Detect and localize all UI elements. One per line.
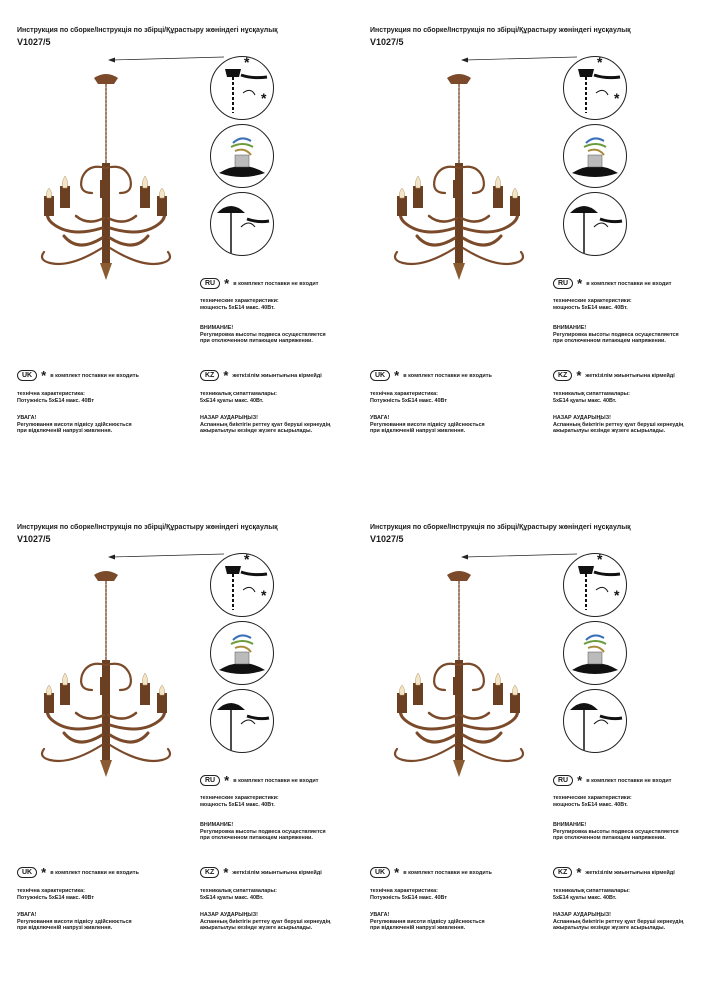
- uk-warning: [370, 415, 485, 435]
- kz-warning: [200, 912, 330, 932]
- uk-spec: [370, 391, 447, 404]
- uk-warn-line2: при відключеній напрузі живлення.: [370, 925, 466, 932]
- asterisk-icon: *: [576, 864, 582, 880]
- kz-warning: [553, 912, 683, 932]
- chandelier-image: [30, 565, 180, 795]
- ru-spec-value: мощность 5хЕ14 макс. 40Вт.: [553, 801, 628, 808]
- canopy-detail-image: [563, 192, 627, 256]
- asterisk-icon: *: [576, 367, 582, 383]
- kz-note: жеткізілім жиынтығына кірмейді: [585, 372, 675, 379]
- ru-warn-title: ВНИМАНИЕ!: [553, 325, 587, 331]
- kz-spec-value: 5хЕ14 қуаты макс. 40Вт.: [200, 894, 264, 901]
- hook-detail-image: [563, 56, 627, 120]
- svg-text:*: *: [614, 90, 620, 106]
- uk-badge: UK: [17, 370, 37, 381]
- kz-warn-line2: ажыратылуы кезінде жүзеге асырылады.: [553, 925, 666, 932]
- ru-spec-title: технические характеристики:: [553, 795, 632, 801]
- uk-warn-line2: при відключеній напрузі живлення.: [370, 428, 466, 435]
- ru-warn-line1: Регулировка высоты подвеса осуществляется: [200, 828, 326, 835]
- ru-badge: RU: [553, 775, 573, 786]
- ru-note-row: [200, 772, 319, 788]
- uk-warn-line1: Регулювання висоти підвісу здійснюється: [370, 918, 485, 925]
- ru-spec-value: мощность 5хЕ14 макс. 40Вт.: [200, 801, 275, 808]
- asterisk-icon: *: [577, 275, 583, 291]
- asterisk-icon: *: [41, 367, 47, 383]
- uk-note-row: [370, 864, 492, 880]
- kz-note-row: [200, 864, 322, 880]
- kz-warn-title: НАЗАР АУДАРЫҢЫЗ!: [200, 415, 258, 421]
- svg-text:*: *: [261, 587, 267, 603]
- ru-warn-line1: Регулировка высоты подвеса осуществляется: [553, 828, 679, 835]
- canopy-detail-image: [563, 689, 627, 753]
- kz-warn-line1: Аспанның биіктігін реттеу қуат беруші кернеудің: [553, 421, 684, 428]
- ru-spec-value: мощность 5хЕ14 макс. 40Вт.: [200, 304, 275, 311]
- instruction-panel: [353, 497, 706, 997]
- svg-text:*: *: [244, 57, 250, 70]
- kz-note: жеткізілім жиынтығына кірмейді: [232, 372, 322, 379]
- uk-spec-value: Потужність 5хЕ14 макс. 40Вт: [17, 397, 94, 404]
- ru-badge: RU: [200, 775, 220, 786]
- svg-text:*: *: [597, 554, 603, 567]
- canopy-detail-image: [210, 689, 274, 753]
- uk-warning: [17, 912, 132, 932]
- uk-warn-line2: при відключеній напрузі живлення.: [17, 428, 113, 435]
- uk-warn-title: УВАГА!: [370, 415, 390, 421]
- ru-note: в комплект поставки не входит: [233, 777, 319, 784]
- model-code: V1027/5: [17, 534, 51, 544]
- ru-spec: [200, 298, 279, 311]
- uk-note: в комплект поставки не входить: [50, 869, 139, 876]
- kz-note: жеткізілім жиынтығына кірмейді: [585, 869, 675, 876]
- kz-badge: KZ: [200, 867, 219, 878]
- uk-note-row: [17, 864, 139, 880]
- chandelier-image: [383, 565, 533, 795]
- ru-warn-line2: при отключенном питающем напряжении.: [200, 338, 313, 345]
- uk-warning: [17, 415, 132, 435]
- kz-warning: [200, 415, 330, 435]
- uk-warn-title: УВАГА!: [17, 912, 37, 918]
- kz-note-row: [553, 367, 675, 383]
- kz-spec-value: 5хЕ14 қуаты макс. 40Вт.: [200, 397, 264, 404]
- svg-text:*: *: [597, 57, 603, 70]
- sheet-title: Инструкция по сборке/Інструкція по збірці/Құрастыру жөніндегі нұсқаулық: [17, 27, 278, 34]
- uk-warn-line1: Регулювання висоти підвісу здійснюється: [370, 421, 485, 428]
- wiring-detail-image: [210, 621, 274, 685]
- asterisk-icon: *: [223, 367, 229, 383]
- wiring-detail-image: [210, 124, 274, 188]
- uk-spec: [370, 888, 447, 901]
- ru-warning: [200, 325, 326, 345]
- uk-note: в комплект поставки не входить: [50, 372, 139, 379]
- wiring-detail-image: [563, 124, 627, 188]
- kz-warn-line2: ажыратылуы кезінде жүзеге асырылады.: [553, 428, 666, 435]
- hook-detail-image: [210, 553, 274, 617]
- uk-badge: UK: [370, 867, 390, 878]
- kz-note: жеткізілім жиынтығына кірмейді: [232, 869, 322, 876]
- ru-spec: [553, 298, 632, 311]
- hook-detail-image: [563, 553, 627, 617]
- chandelier-image: [30, 68, 180, 298]
- kz-warn-title: НАЗАР АУДАРЫҢЫЗ!: [200, 912, 258, 918]
- canopy-detail-image: [210, 192, 274, 256]
- kz-warn-title: НАЗАР АУДАРЫҢЫЗ!: [553, 415, 611, 421]
- ru-note-row: [200, 275, 319, 291]
- kz-note-row: [553, 864, 675, 880]
- uk-warn-line2: при відключеній напрузі живлення.: [17, 925, 113, 932]
- svg-text:*: *: [261, 90, 267, 106]
- chandelier-image: [383, 68, 533, 298]
- sheet-title: Инструкция по сборке/Інструкція по збірці/Құрастыру жөніндегі нұсқаулық: [17, 524, 278, 531]
- uk-warn-title: УВАГА!: [370, 912, 390, 918]
- kz-warn-title: НАЗАР АУДАРЫҢЫЗ!: [553, 912, 611, 918]
- ru-note: в комплект поставки не входит: [586, 777, 672, 784]
- ru-warn-title: ВНИМАНИЕ!: [553, 822, 587, 828]
- kz-badge: KZ: [200, 370, 219, 381]
- kz-warn-line1: Аспанның биіктігін реттеу қуат беруші кернеудің: [200, 918, 331, 925]
- ru-spec: [553, 795, 632, 808]
- model-code: V1027/5: [370, 37, 404, 47]
- kz-badge: KZ: [553, 867, 572, 878]
- uk-warning: [370, 912, 485, 932]
- kz-spec: [200, 391, 277, 404]
- ru-spec: [200, 795, 279, 808]
- uk-badge: UK: [17, 867, 37, 878]
- asterisk-icon: *: [577, 772, 583, 788]
- uk-note: в комплект поставки не входить: [403, 372, 492, 379]
- kz-spec-title: техникалық сипаттамалары:: [200, 888, 277, 894]
- model-code: V1027/5: [17, 37, 51, 47]
- hook-detail-image: [210, 56, 274, 120]
- kz-spec-value: 5хЕ14 қуаты макс. 40Вт.: [553, 894, 617, 901]
- kz-spec: [553, 391, 630, 404]
- uk-spec-value: Потужність 5хЕ14 макс. 40Вт: [370, 397, 447, 404]
- uk-warn-title: УВАГА!: [17, 415, 37, 421]
- uk-note-row: [17, 367, 139, 383]
- instruction-panel: [0, 0, 353, 500]
- asterisk-icon: *: [394, 864, 400, 880]
- asterisk-icon: *: [394, 367, 400, 383]
- asterisk-icon: *: [224, 275, 230, 291]
- ru-note: в комплект поставки не входит: [233, 280, 319, 287]
- kz-warn-line1: Аспанның биіктігін реттеу қуат беруші кернеудің: [553, 918, 684, 925]
- uk-spec-title: технічна характеристика:: [370, 391, 438, 397]
- ru-warn-line2: при отключенном питающем напряжении.: [200, 835, 313, 842]
- kz-spec: [553, 888, 630, 901]
- uk-note: в комплект поставки не входить: [403, 869, 492, 876]
- instruction-panel: [353, 0, 706, 500]
- kz-badge: KZ: [553, 370, 572, 381]
- ru-warn-line2: при отключенном питающем напряжении.: [553, 338, 666, 345]
- kz-warn-line2: ажыратылуы кезінде жүзеге асырылады.: [200, 428, 313, 435]
- svg-text:*: *: [244, 554, 250, 567]
- model-code: V1027/5: [370, 534, 404, 544]
- ru-warn-title: ВНИМАНИЕ!: [200, 325, 234, 331]
- uk-spec: [17, 391, 94, 404]
- ru-warn-line1: Регулировка высоты подвеса осуществляется: [553, 331, 679, 338]
- kz-spec-title: техникалық сипаттамалары:: [553, 888, 630, 894]
- kz-warn-line2: ажыратылуы кезінде жүзеге асырылады.: [200, 925, 313, 932]
- ru-spec-title: технические характеристики:: [200, 795, 279, 801]
- asterisk-icon: *: [224, 772, 230, 788]
- uk-spec-value: Потужність 5хЕ14 макс. 40Вт: [17, 894, 94, 901]
- sheet-title: Инструкция по сборке/Інструкція по збірці/Құрастыру жөніндегі нұсқаулық: [370, 524, 631, 531]
- kz-warn-line1: Аспанның биіктігін реттеу қуат беруші кернеудің: [200, 421, 331, 428]
- ru-badge: RU: [200, 278, 220, 289]
- uk-warn-line1: Регулювання висоти підвісу здійснюється: [17, 918, 132, 925]
- kz-spec-title: техникалық сипаттамалары:: [553, 391, 630, 397]
- ru-warn-line1: Регулировка высоты подвеса осуществляется: [200, 331, 326, 338]
- uk-spec-title: технічна характеристика:: [17, 888, 85, 894]
- ru-spec-title: технические характеристики:: [200, 298, 279, 304]
- kz-spec-title: техникалық сипаттамалары:: [200, 391, 277, 397]
- ru-warning: [200, 822, 326, 842]
- wiring-detail-image: [563, 621, 627, 685]
- uk-warn-line1: Регулювання висоти підвісу здійснюється: [17, 421, 132, 428]
- asterisk-icon: *: [223, 864, 229, 880]
- ru-badge: RU: [553, 278, 573, 289]
- uk-badge: UK: [370, 370, 390, 381]
- ru-spec-title: технические характеристики:: [553, 298, 632, 304]
- kz-note-row: [200, 367, 322, 383]
- svg-text:*: *: [614, 587, 620, 603]
- ru-spec-value: мощность 5хЕ14 макс. 40Вт.: [553, 304, 628, 311]
- ru-note-row: [553, 772, 672, 788]
- uk-spec-title: технічна характеристика:: [370, 888, 438, 894]
- uk-spec: [17, 888, 94, 901]
- uk-spec-value: Потужність 5хЕ14 макс. 40Вт: [370, 894, 447, 901]
- ru-warning: [553, 325, 679, 345]
- kz-spec: [200, 888, 277, 901]
- ru-warn-title: ВНИМАНИЕ!: [200, 822, 234, 828]
- sheet-title: Инструкция по сборке/Інструкція по збірці/Құрастыру жөніндегі нұсқаулық: [370, 27, 631, 34]
- ru-note-row: [553, 275, 672, 291]
- uk-spec-title: технічна характеристика:: [17, 391, 85, 397]
- ru-note: в комплект поставки не входит: [586, 280, 672, 287]
- uk-note-row: [370, 367, 492, 383]
- asterisk-icon: *: [41, 864, 47, 880]
- instruction-panel: [0, 497, 353, 997]
- ru-warn-line2: при отключенном питающем напряжении.: [553, 835, 666, 842]
- ru-warning: [553, 822, 679, 842]
- kz-spec-value: 5хЕ14 қуаты макс. 40Вт.: [553, 397, 617, 404]
- kz-warning: [553, 415, 683, 435]
